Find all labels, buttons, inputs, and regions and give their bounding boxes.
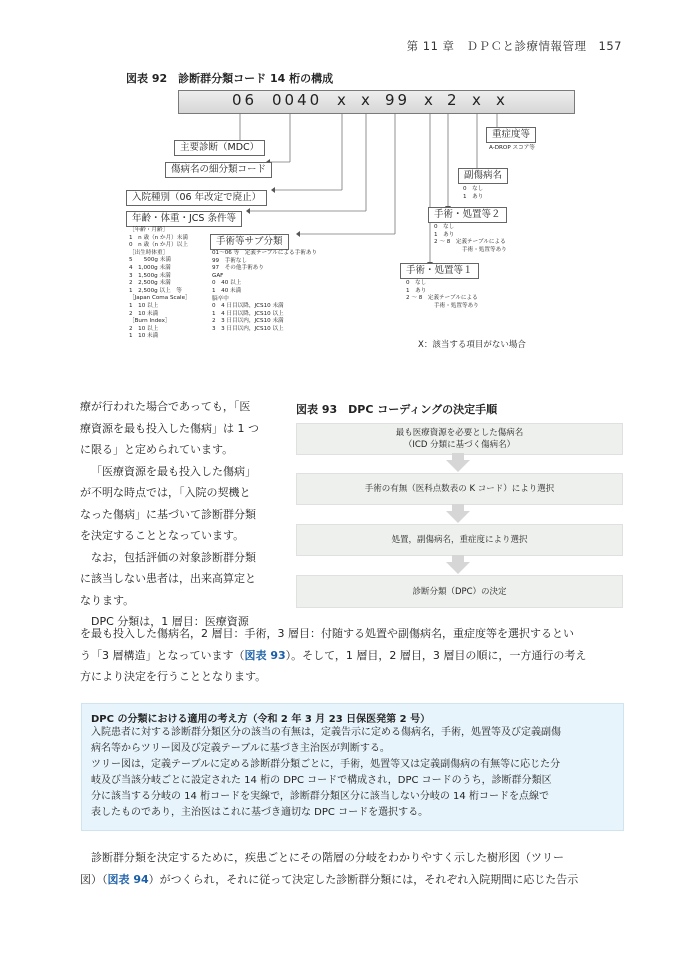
label-procedure-1: 手術・処置等１ [400,263,479,279]
code-segment-proc1: x [424,91,436,109]
x-note: X：該当する項目がない場合 [418,340,526,350]
figure-93-link[interactable]: 図表 93 [244,648,286,662]
text-span: ）がつくられ，それに従って決定した診断群分類には，それぞれ入院期間に応じた告示 [148,872,579,886]
code-segment-severity: x [496,91,508,109]
down-arrow-icon [446,555,470,574]
text-span: 図）（ [80,872,108,886]
table-line: 3 3 日目以内，JCS10 以上 [212,325,284,332]
procedure-1-table [406,280,479,310]
down-arrow-icon [446,504,470,523]
procedure-subclass-table [212,250,317,334]
running-header: 第 11 章 ＤＰＣと診療情報管理 157 [406,39,622,53]
info-box-line: 入院患者に対する診断群分類区分の該当の有無は，定義告示に定める傷病名，手術，処置等及び定義副傷 [91,727,561,738]
flow-step-3 [296,524,623,556]
label-procedure-2: 手術・処置等２ [428,207,507,223]
table-line: 0 なし [434,224,455,230]
info-box-line: 表したものであり，主治医はこれに基づき適切な DPC コードを選択する。 [91,807,429,818]
table-line: 0 40 以上 [212,280,242,287]
info-box-line: 病名等からツリー図及び定義テーブルに基づき主治医が判断する。 [91,743,390,754]
table-line: 1 10 未満 [129,333,159,340]
body-paragraph-full [80,623,586,688]
flow-step-2 [296,473,623,505]
text-line: を最も投入した傷病名，2 層目：手術，3 層目：付随する処置や副傷病名，重症度等を選択するとい [80,627,574,640]
figure-92-title: 図表 92 診断群分類コード 14 桁の構成 [126,72,334,85]
label-admission-type: 入院種別（06 年改定で廃止） [126,190,267,206]
table-line: 2 ～ 8 定義テーブルによる [406,295,478,302]
table-line: 4 1,000g 未満 [129,264,171,271]
table-line: 0 なし [406,280,427,286]
table-line: ［Burn Index］ [129,318,171,325]
table-line: 手術・処置等あり [462,246,507,253]
down-arrow-icon [446,453,470,472]
code-segment-proc-sub: 99 [385,91,411,109]
body-column-left [80,396,259,633]
table-line: 97 その他手術あり [212,265,264,272]
info-box-line: 分に該当する分岐の 14 桁コードを実線で，診断群分類区分に該当しない分岐の 14 桁コードを点線で [91,791,549,802]
info-box-line: 岐及び当該分岐ごとに設定された 14 桁の DPC コードで構成され，DPC コードのうち，診断群分類区 [91,775,552,786]
table-line: 2 2,500g 未満 [129,280,171,287]
table-line: 01～06 等 定義テーブルによる手術あり [212,250,318,256]
table-line: 手術・処置等あり [434,302,479,309]
text-line: に限る」と定められています。 [80,443,234,456]
code-segment-age: x [361,91,373,109]
text-line: なります。 [80,593,135,607]
label-procedure-subclass: 手術等サブ分類 [210,234,289,250]
text-line: 「医療資源を最も投入した傷病」 [91,464,256,478]
table-line: 3 1,500g 未満 [129,272,171,279]
table-line: 1 あり [434,231,455,238]
table-line: 1 あり [463,193,484,200]
severity-note: A-DROP スコア等 [489,145,535,151]
table-line: 1 10 以上 [129,302,159,309]
text-line: を決定することとなっています。 [80,529,245,542]
table-line: 0 n 歳（n か月）以上 [129,242,188,249]
text-span: う「3 層構造」となっています（ [80,648,245,662]
procedure-2-table [434,224,507,254]
info-box-line: ツリー図は，定義テーブルに定める診断群分類ごとに，手術，処置等又は定義副傷病の有無等に応じた分 [91,759,561,770]
label-subclass-code: 傷病名の細分類コード [165,162,272,178]
table-line: 2 3 日目以内，JCS10 未満 [212,318,284,325]
step-text: 最も医療資源を必要とした傷病名 [395,428,524,438]
table-line: GAF [212,272,224,279]
table-line: 2 ～ 8 定義テーブルによる [434,239,506,246]
figure-93-title: 図表 93 DPC コーディングの決定手順 [296,403,498,416]
code-segment-secondary: x [472,91,484,109]
label-main-diagnosis: 主要診断（MDC） [174,140,265,156]
figure-94-link[interactable]: 図表 94 [107,872,149,886]
table-line: 1 2,500g 以上 等 [129,287,182,294]
step-text: 診断分類（DPC）の決定 [412,586,507,597]
table-line: ［年齢・月齢］ [129,227,169,233]
secondary-diagnosis-table [463,186,483,201]
flow-step-1 [296,423,623,455]
text-line: なお，包括評価の対象診断群分類 [91,550,256,564]
table-line: 5 500g 未満 [129,257,171,264]
text-line: 療が行われた場合であっても，「医 [80,400,251,413]
text-line: 療資源を最も投入した傷病」は 1 つ [80,421,259,435]
table-line: 1 40 未満 [212,287,242,294]
text-line: 方により決定を行うこととなります。 [80,670,267,683]
info-box-title: DPC の分類における適用の考え方（令和 2 年 3 月 23 日保医発第 2 号） [91,714,431,725]
table-line: 0 4 日目以降，JCS10 未満 [212,303,284,310]
flow-step-4 [296,575,623,608]
text-line [80,869,578,891]
body-paragraph-bottom [80,847,578,890]
table-line: 1 あり [406,287,427,294]
code-segment-proc2: 2 [447,91,460,109]
code-segment-admission: x [337,91,349,109]
text-line: なった傷病」に基づいて診断群分類 [80,507,256,521]
text-line: DPC 分類は，1 層目：医療資源 [91,615,249,628]
text-span: ）。そして，1 層目，2 層目，3 層目の順に，一方通行の考え [285,648,587,662]
table-line: ［出生時体重］ [129,249,169,256]
table-line: 1 n 歳（n か月）未満 [129,234,188,241]
label-severity: 重症度等 [486,127,536,143]
text-line: が不明な時点では，「入院の契機と [80,486,251,499]
label-secondary-diagnosis: 副傷病名 [458,168,508,184]
table-line: ［Japan Coma Scale］ [129,295,191,302]
table-line: 0 なし [463,186,484,192]
table-line: 脳卒中 [212,295,229,302]
text-line: 診断群分類を決定するために，疾患ごとにその階層の分岐をわかりやすく示した樹形図（ツリー [91,851,564,864]
table-line: 2 10 以上 [129,325,159,332]
text-line: に該当しない患者は，出来高算定と [80,572,256,585]
step-text: （ICD 分類に基づく傷病名） [403,440,516,450]
table-line: 1 4 日目以降，JCS10 以上 [212,310,284,317]
code-segment-sub: 0040 [272,91,323,109]
step-text: 処置，副傷病名，重症度により選択 [391,535,528,545]
step-text: 手術の有無（医科点数表の K コード）により選択 [364,484,555,494]
table-line: 99 手術なし [212,257,248,264]
text-line [80,645,586,667]
table-line: 2 10 未満 [129,310,159,317]
label-age-condition: 年齢・体重・JCS 条件等 [126,211,242,227]
age-condition-table [129,227,191,341]
code-segment-mdc: 06 [232,91,258,109]
